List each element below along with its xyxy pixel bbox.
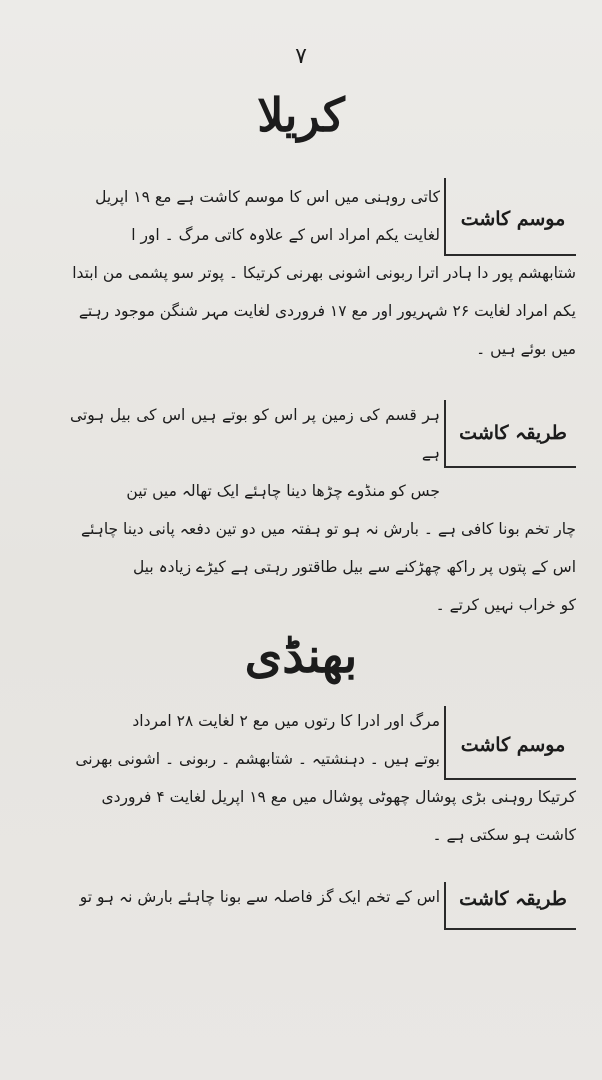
- body-line: ہر قسم کی زمین پر اس کو بوتے ہیں اس کی بیل ہوتی ہے: [70, 406, 440, 462]
- item-label: طریقہ کاشت: [459, 422, 567, 444]
- body-line: کو خراب نہیں کرتے ۔: [435, 596, 576, 614]
- section-item-sowing-season: [70, 170, 576, 390]
- section-item-sowing-season: [70, 702, 576, 872]
- label-underline: [444, 466, 576, 468]
- item-body: [70, 178, 576, 368]
- item-label: طریقہ کاشت: [459, 888, 567, 910]
- body-line: اس کے پتوں پر راکھ چھڑکنے سے بیل طاقتور رہتی ہے کیڑے زیادہ بیل: [132, 558, 576, 576]
- section-item-sowing-method: [70, 878, 576, 948]
- body-line: کاتی روہنی میں اس کا موسم کاشت ہے مع ۱۹ اپریل: [95, 188, 440, 206]
- body-line: میں بوئے ہیں ۔: [476, 340, 576, 358]
- body-line: یکم امراد لغایت ۲۶ شہریور اور مع ۱۷ فروردی لغایت مہر شنگن موجود رہتے: [78, 302, 576, 320]
- body-line: شتابھشم پور دا ہادر اترا ربونی اشونی بھرنی کرتیکا ۔ پوتر سو پشمی من ابتدا: [72, 264, 576, 282]
- label-divider: [444, 706, 446, 778]
- body-line: بوتے ہیں ۔ دہنشتیہ ۔ شتابھشم ۔ ربونی ۔ اشونی بھرنی: [75, 750, 440, 768]
- label-divider: [444, 400, 446, 466]
- body-line: کرتیکا روہنی بڑی پوشال چھوٹی پوشال میں مع ۱۹ اپریل لغایت ۴ فروردی: [101, 788, 576, 806]
- item-label: موسم کاشت: [460, 734, 566, 756]
- label-underline: [444, 928, 576, 930]
- section-item-sowing-method: [70, 396, 576, 616]
- body-line: لغایت یکم امراد اس کے علاوہ کاتی مرگ ۔ اور ا: [131, 226, 440, 244]
- body-line: جس کو منڈوے چڑھا دینا چاہئے ایک تھالہ میں تین: [126, 482, 440, 500]
- item-label: موسم کاشت: [460, 208, 566, 230]
- label-divider: [444, 178, 446, 254]
- body-line: مرگ اور ادرا کا رتوں میں مع ۲ لغایت ۲۸ امرداد: [132, 712, 440, 730]
- body-line: اس کے تخم ایک گز فاصلہ سے بونا چاہئے بارش نہ ہو تو: [79, 888, 440, 906]
- item-body: [70, 878, 440, 916]
- section-heading-bhindi: بھنڈی: [244, 628, 358, 684]
- body-line: کاشت ہو سکتی ہے ۔: [432, 826, 576, 844]
- body-line: چار تخم بونا کافی ہے ۔ بارش نہ ہو تو ہفتہ میں دو تین دفعہ پانی دینا چاہئے: [80, 520, 576, 538]
- label-divider: [444, 882, 446, 928]
- page-number: ۷: [295, 44, 307, 69]
- section-heading-karela: کریلا: [257, 88, 345, 142]
